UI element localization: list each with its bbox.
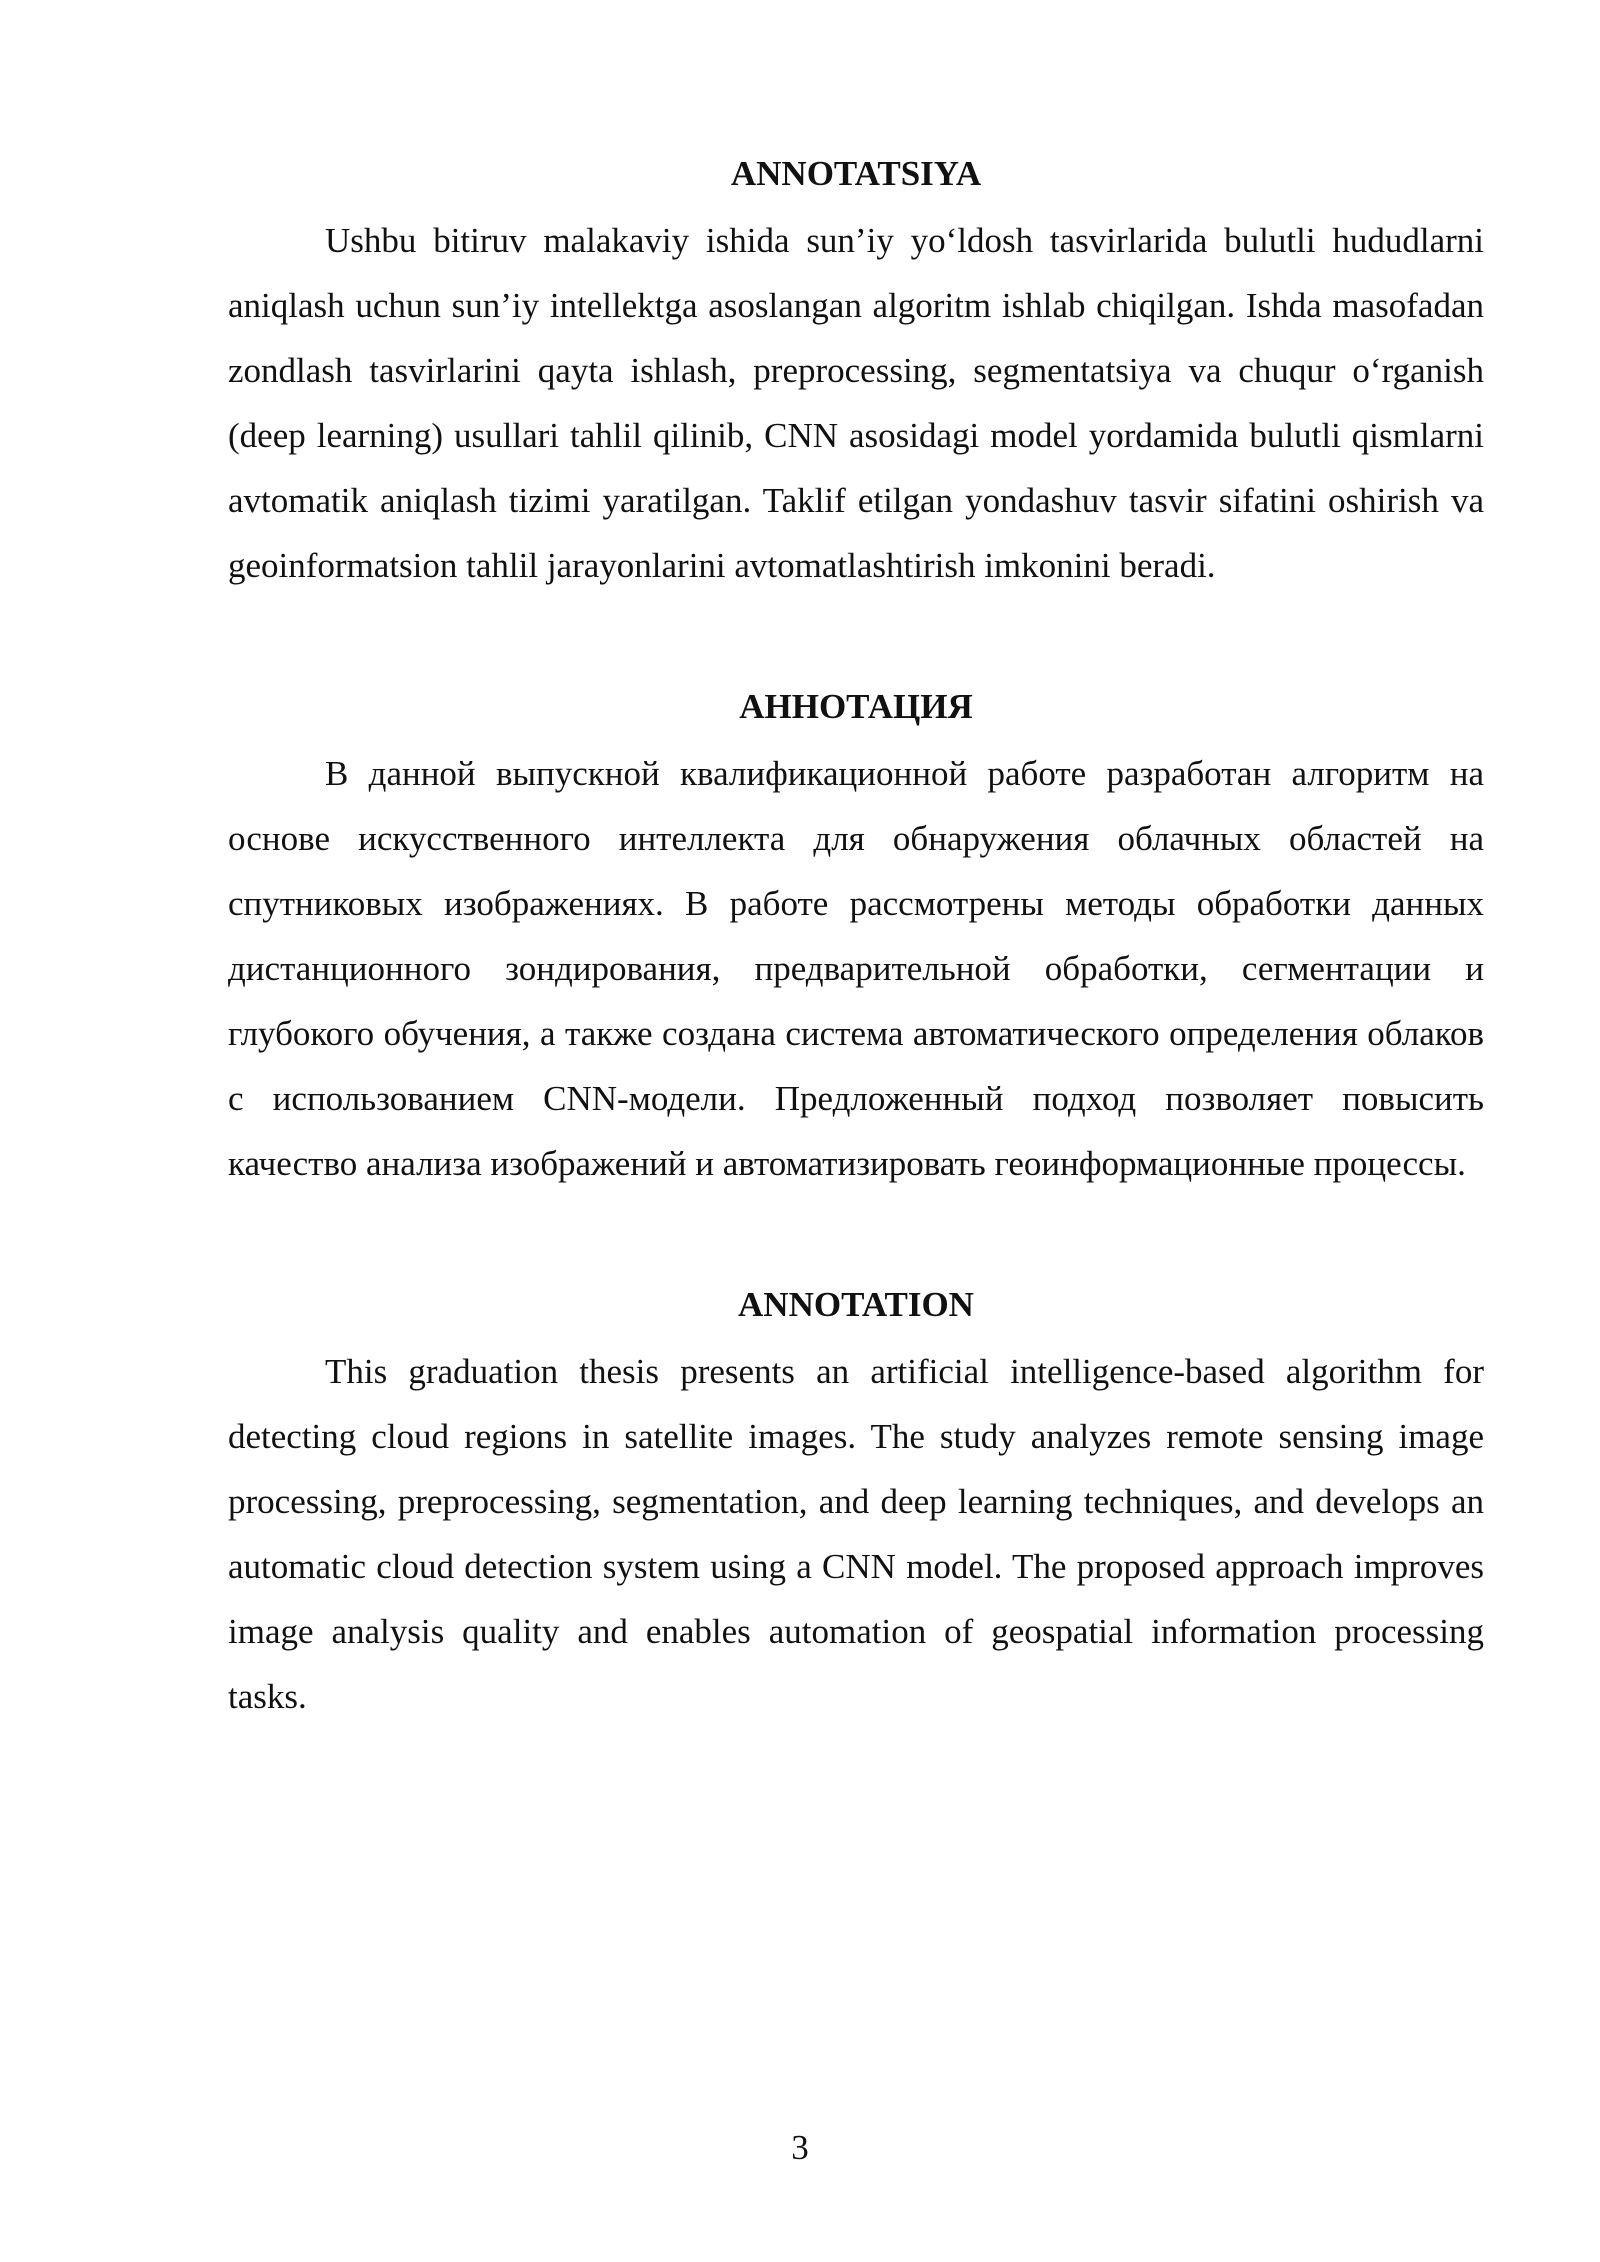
annotation-uzbek-section bbox=[228, 148, 1484, 598]
annotation-russian-paragraph: В данной выпускной квалификационной работе разработан алгоритм на основе искусственного интеллекта для обнаружения облачных областей на спутниковых изображениях. В работе рассмотрены методы обработки данных дистанционного зондирования, предварительной обработки, сегментации и глубокого обучения, а также создана система автоматического определения облаков с использованием CNN-модели. Предложенный подход позволяет повысить качество анализа изображений и автоматизировать геоинформационные процессы. bbox=[228, 754, 1484, 1183]
annotation-russian-section bbox=[228, 681, 1484, 1196]
annotation-uzbek-paragraph: Ushbu bitiruv malakaviy ishida sun’iy yo‘ldosh tasvirlarida bulutli hududlarni aniqlash uchun sun’iy intellektga asoslangan algoritm ishlab chiqilgan. Ishda masofadan zondlash tasvirlarini qayta ishlash, preprocessing, segmentatsiya va chuqur o‘rganish (deep learning) usullari tahlil qilinib, CNN asosidagi model yordamida bulutli qismlarni avtomatik aniqlash tizimi yaratilgan. Taklif etilgan yondashuv tasvir sifatini oshirish va geoinformatsion tahlil jarayonlarini avtomatlashtirish imkonini beradi. bbox=[228, 221, 1484, 585]
annotation-english-paragraph: This graduation thesis presents an artificial intelligence-based algorithm for detecting cloud regions in satellite images. The study analyzes remote sensing image processing, preprocessing, segmentation, and deep learning techniques, and develops an automatic cloud detection system using a CNN model. The proposed approach improves image analysis quality and enables automation of geospatial information processing tasks. bbox=[228, 1352, 1484, 1716]
page-number: 3 bbox=[791, 2128, 809, 2167]
annotation-russian-heading: АННОТАЦИЯ bbox=[739, 687, 973, 726]
annotation-english-section bbox=[228, 1279, 1484, 1729]
annotation-uzbek-heading: ANNOTATSIYA bbox=[730, 154, 982, 193]
annotation-english-heading: ANNOTATION bbox=[738, 1285, 974, 1324]
page-content bbox=[228, 148, 1484, 1812]
